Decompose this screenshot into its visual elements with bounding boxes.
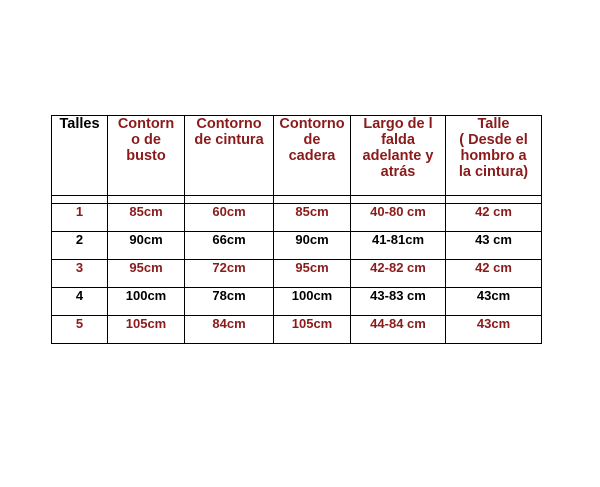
cadera-cell: 90cm — [274, 232, 351, 260]
busto-cell: 100cm — [108, 288, 185, 316]
header-contorno-cadera: Contorno de cadera — [274, 116, 351, 196]
busto-cell: 105cm — [108, 316, 185, 344]
table-row — [52, 260, 542, 288]
header-largo-falda: Largo de l falda adelante y atrás — [351, 116, 446, 196]
largo-falda-cell: 41-81cm — [351, 232, 446, 260]
cadera-cell: 95cm — [274, 260, 351, 288]
table-header-row — [52, 116, 542, 196]
header-talles: Talles — [52, 116, 108, 196]
header-talle: Talle ( Desde el hombro a la cintura) — [446, 116, 542, 196]
talle-cell: 42 cm — [446, 204, 542, 232]
size-cell: 3 — [52, 260, 108, 288]
largo-falda-cell: 44-84 cm — [351, 316, 446, 344]
largo-falda-cell: 42-82 cm — [351, 260, 446, 288]
talle-cell: 42 cm — [446, 260, 542, 288]
header-contorno-busto: Contorn o de busto — [108, 116, 185, 196]
table-row — [52, 288, 542, 316]
busto-cell: 90cm — [108, 232, 185, 260]
cadera-cell: 85cm — [274, 204, 351, 232]
cintura-cell: 78cm — [185, 288, 274, 316]
table-row — [52, 316, 542, 344]
cintura-cell: 72cm — [185, 260, 274, 288]
header-contorno-cintura: Contorno de cintura — [185, 116, 274, 196]
size-cell: 1 — [52, 204, 108, 232]
cintura-cell: 60cm — [185, 204, 274, 232]
cadera-cell: 100cm — [274, 288, 351, 316]
size-cell: 2 — [52, 232, 108, 260]
cadera-cell: 105cm — [274, 316, 351, 344]
table-row — [52, 204, 542, 232]
talle-cell: 43cm — [446, 288, 542, 316]
cintura-cell: 84cm — [185, 316, 274, 344]
size-cell: 5 — [52, 316, 108, 344]
largo-falda-cell: 40-80 cm — [351, 204, 446, 232]
largo-falda-cell: 43-83 cm — [351, 288, 446, 316]
size-cell: 4 — [52, 288, 108, 316]
busto-cell: 85cm — [108, 204, 185, 232]
size-chart-table — [51, 115, 542, 344]
table-row — [52, 232, 542, 260]
cintura-cell: 66cm — [185, 232, 274, 260]
busto-cell: 95cm — [108, 260, 185, 288]
talle-cell: 43 cm — [446, 232, 542, 260]
table-spacer — [52, 196, 542, 204]
talle-cell: 43cm — [446, 316, 542, 344]
